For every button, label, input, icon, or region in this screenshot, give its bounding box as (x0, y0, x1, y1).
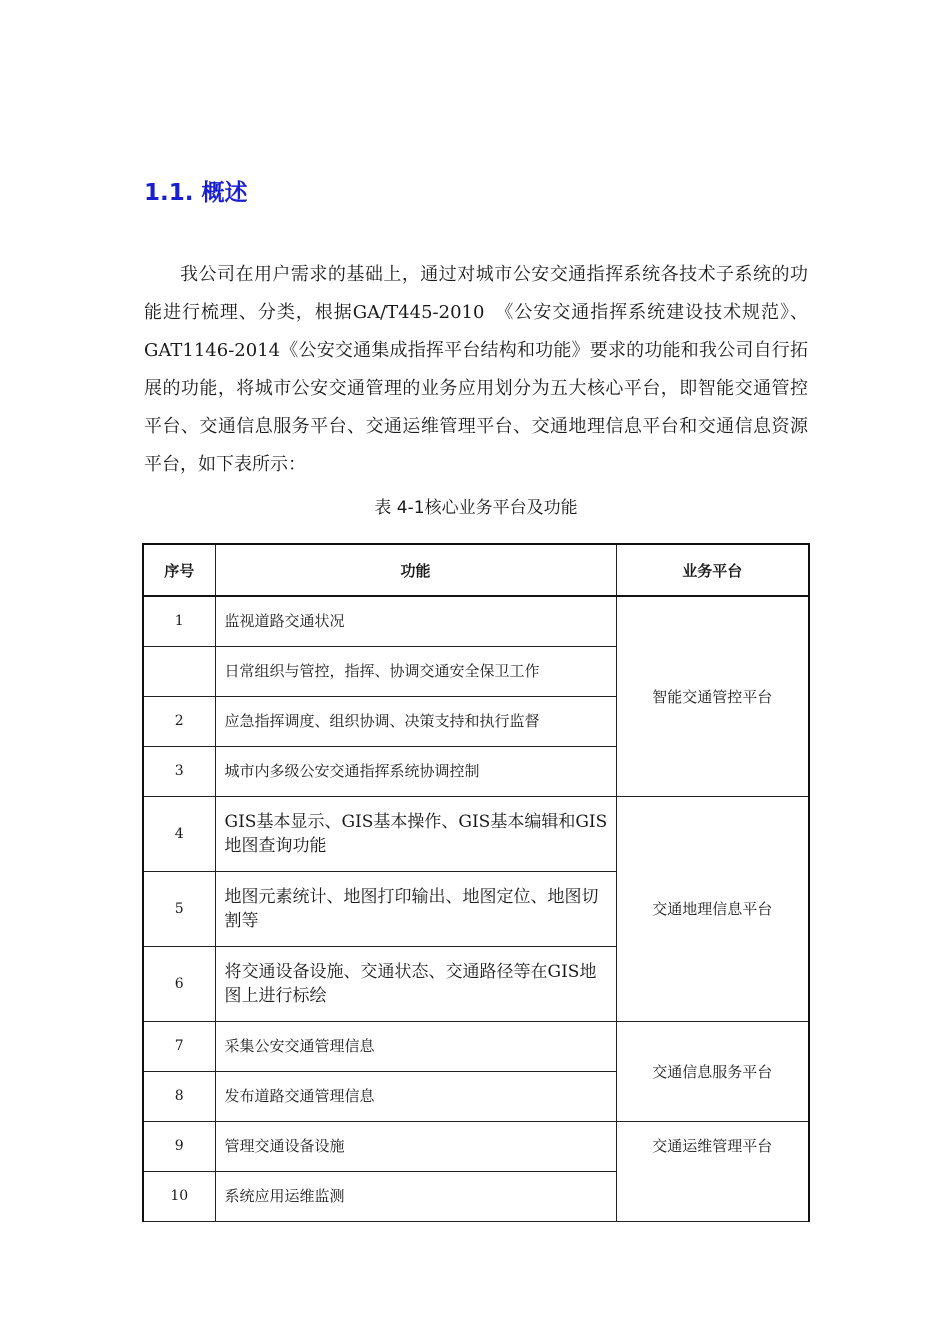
row-function: 应急指挥调度、组织协调、决策支持和执行监督 (215, 696, 616, 746)
row-no: 3 (143, 746, 215, 796)
row-no: 1 (143, 596, 215, 646)
section-title: 概述 (201, 180, 248, 206)
row-no (143, 646, 215, 696)
table-row (143, 796, 809, 871)
row-function: 将交通设备设施、交通状态、交通路径等在GIS地图上进行标绘 (215, 946, 616, 1021)
row-function: GIS基本显示、GIS基本操作、GIS基本编辑和GIS地图查询功能 (215, 796, 616, 871)
row-function: 系统应用运维监测 (215, 1171, 616, 1221)
core-platform-table (142, 543, 810, 1222)
intro-paragraph: 我公司在用户需求的基础上，通过对城市公安交通指挥系统各技术子系统的功能进行梳理、分类，根据GA/T445-2010 《公安交通指挥系统建设技术规范》、GAT1146-2014《公安交通集成指挥平台结构和功能》要求的功能和我公司自行拓展的功能，将城市公安交通管理的业务应用划分为五大核心平台，即智能交通管控平台、交通信息服务平台、交通运维管理平台、交通地理信息平台和交通信息资源平台，如下表所示： (144, 264, 808, 475)
table-header-row (143, 544, 809, 596)
table-caption: 表 4-1核心业务平台及功能 (374, 498, 578, 518)
row-no: 6 (143, 946, 215, 1021)
table-row (143, 1021, 809, 1071)
row-function: 城市内多级公安交通指挥系统协调控制 (215, 746, 616, 796)
row-no: 4 (143, 796, 215, 871)
row-no: 5 (143, 871, 215, 946)
row-no: 8 (143, 1071, 215, 1121)
row-no: 2 (143, 696, 215, 746)
row-function: 日常组织与管控，指挥、协调交通安全保卫工作 (215, 646, 616, 696)
table-row (143, 1121, 809, 1171)
header-function: 功能 (215, 544, 616, 596)
section-number: 1.1. (144, 180, 194, 206)
platform-cell: 智能交通管控平台 (616, 596, 809, 796)
section-heading (144, 176, 248, 210)
row-function: 监视道路交通状况 (215, 596, 616, 646)
header-no: 序号 (143, 544, 215, 596)
row-function: 采集公安交通管理信息 (215, 1021, 616, 1071)
platform-cell: 交通地理信息平台 (616, 796, 809, 1021)
row-no: 7 (143, 1021, 215, 1071)
platform-cell: 交通信息服务平台 (616, 1021, 809, 1121)
row-function: 管理交通设备设施 (215, 1121, 616, 1171)
row-no: 10 (143, 1171, 215, 1221)
header-platform: 业务平台 (616, 544, 809, 596)
row-function: 发布道路交通管理信息 (215, 1071, 616, 1121)
row-function: 地图元素统计、地图打印输出、地图定位、地图切割等 (215, 871, 616, 946)
table-row (143, 596, 809, 646)
platform-cell: 交通运维管理平台 (616, 1121, 809, 1221)
row-no: 9 (143, 1121, 215, 1171)
